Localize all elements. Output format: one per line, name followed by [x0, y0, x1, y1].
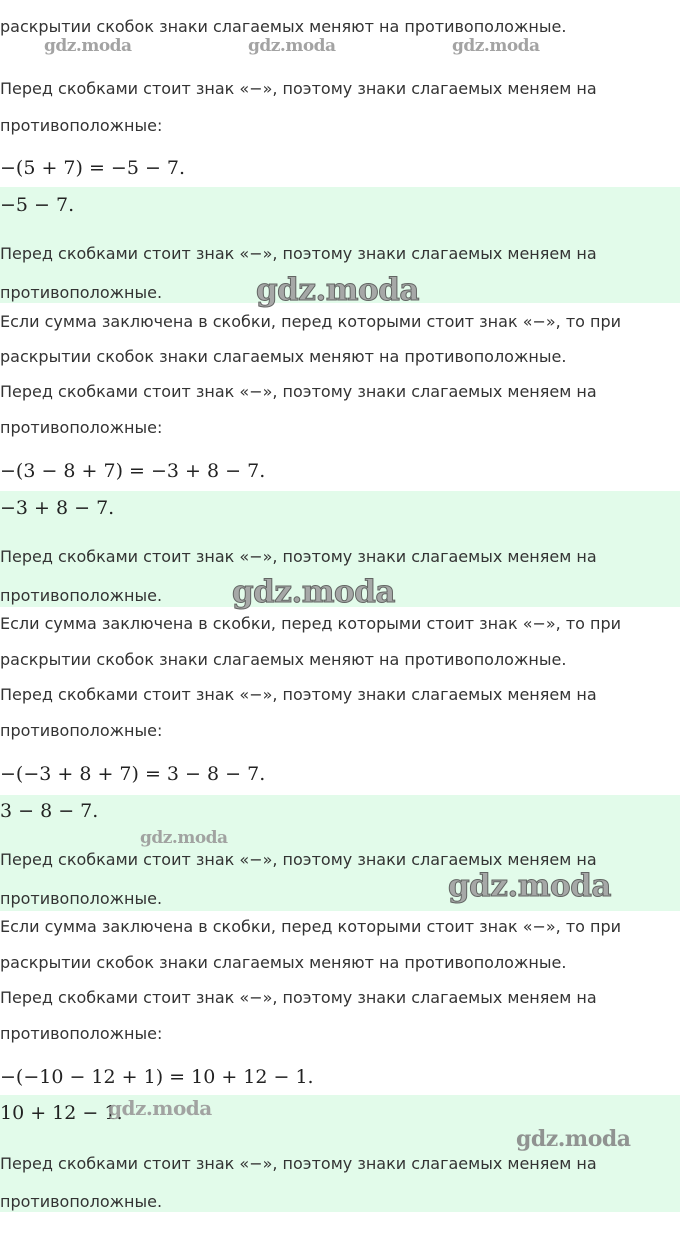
watermark: gdz.moda: [108, 1096, 212, 1120]
answer-explanation: противоположные.: [0, 283, 163, 302]
rule-text: Если сумма заключена в скобки, перед которыми стоит знак «−», то при: [0, 917, 622, 936]
answer-expression: −3 + 8 − 7.: [0, 497, 115, 519]
rule-text: раскрытии скобок знаки слагаемых меняют на противоположные.: [0, 650, 567, 669]
watermark: gdz.moda: [448, 868, 611, 904]
answer-explanation: Перед скобками стоит знак «−», поэтому знаки слагаемых меняем на: [0, 547, 597, 566]
answer-expression: −5 − 7.: [0, 194, 75, 216]
answer-explanation: Перед скобками стоит знак «−», поэтому знаки слагаемых меняем на: [0, 1154, 597, 1173]
rule-text: раскрытии скобок знаки слагаемых меняют на противоположные.: [0, 953, 567, 972]
rule-text: раскрытии скобок знаки слагаемых меняют на противоположные.: [0, 347, 567, 366]
watermark: gdz.moda: [232, 574, 395, 610]
explanation-text: Перед скобками стоит знак «−», поэтому знаки слагаемых меняем на: [0, 382, 597, 401]
rule-text: раскрытии скобок знаки слагаемых меняют на противоположные.: [0, 17, 567, 36]
equation: −(5 + 7) = −5 − 7.: [0, 157, 186, 179]
watermark: gdz.moda: [452, 36, 540, 56]
equation: −(3 − 8 + 7) = −3 + 8 − 7.: [0, 460, 266, 482]
watermark: gdz.moda: [44, 36, 132, 56]
explanation-text: Перед скобками стоит знак «−», поэтому знаки слагаемых меняем на: [0, 685, 597, 704]
watermark: gdz.moda: [248, 36, 336, 56]
watermark: gdz.moda: [140, 828, 228, 848]
watermark: gdz.moda: [516, 1126, 631, 1152]
answer-explanation: противоположные.: [0, 1192, 163, 1211]
explanation-text: противоположные:: [0, 1024, 163, 1043]
equation: −(−10 − 12 + 1) = 10 + 12 − 1.: [0, 1066, 314, 1088]
rule-text: Если сумма заключена в скобки, перед которыми стоит знак «−», то при: [0, 614, 622, 633]
answer-expression: 3 − 8 − 7.: [0, 800, 99, 822]
explanation-text: Перед скобками стоит знак «−», поэтому знаки слагаемых меняем на: [0, 988, 597, 1007]
explanation-text: противоположные:: [0, 116, 163, 135]
equation: −(−3 + 8 + 7) = 3 − 8 − 7.: [0, 763, 266, 785]
answer-explanation: противоположные.: [0, 889, 163, 908]
watermark: gdz.moda: [256, 272, 419, 308]
answer-explanation: Перед скобками стоит знак «−», поэтому знаки слагаемых меняем на: [0, 244, 597, 263]
rule-text: Если сумма заключена в скобки, перед которыми стоит знак «−», то при: [0, 312, 622, 331]
explanation-text: противоположные:: [0, 721, 163, 740]
answer-explanation: противоположные.: [0, 586, 163, 605]
answer-explanation: Перед скобками стоит знак «−», поэтому знаки слагаемых меняем на: [0, 850, 597, 869]
explanation-text: Перед скобками стоит знак «−», поэтому знаки слагаемых меняем на: [0, 79, 597, 98]
answer-expression: 10 + 12 − 1.: [0, 1102, 123, 1124]
explanation-text: противоположные:: [0, 418, 163, 437]
